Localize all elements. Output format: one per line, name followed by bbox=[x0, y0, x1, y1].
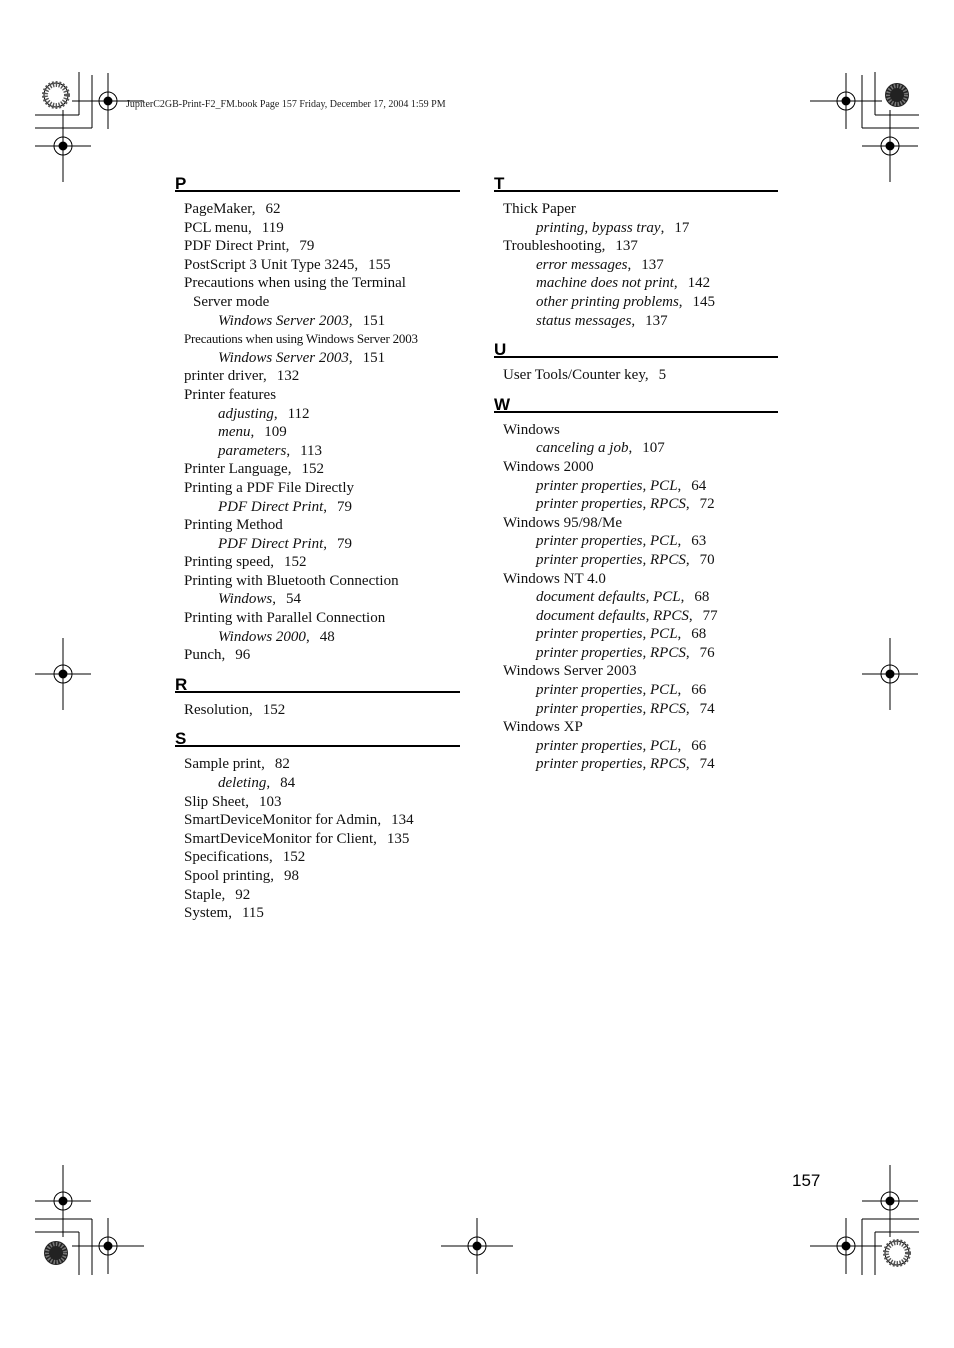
index-subentry: error messages, 137 bbox=[536, 256, 664, 273]
index-entry: Punch, 96 bbox=[184, 647, 251, 664]
index-entry: Printer features bbox=[184, 386, 277, 403]
index-entry: Resolution, 152 bbox=[184, 701, 286, 718]
index-entry: Sample print, 82 bbox=[184, 756, 290, 773]
section-letter: W bbox=[494, 391, 778, 413]
index-subentry: printer properties, RPCS, 74 bbox=[536, 700, 715, 717]
index-entry-continuation: Server mode bbox=[193, 293, 270, 310]
index-subentry: machine does not print, 142 bbox=[536, 275, 711, 292]
index-entry: Printing with Parallel Connection bbox=[184, 610, 386, 627]
index-subentry: printing, bypass tray, 17 bbox=[536, 219, 690, 236]
section-letter: R bbox=[175, 671, 460, 693]
index-entry: PDF Direct Print, 79 bbox=[184, 238, 315, 255]
index-entry: PageMaker, 62 bbox=[184, 201, 281, 217]
index-subentry: printer properties, RPCS, 72 bbox=[536, 496, 715, 513]
index-subentry: printer properties, RPCS, 74 bbox=[536, 756, 715, 773]
index-subentry: printer properties, RPCS, 70 bbox=[536, 551, 715, 568]
index-entry: Slip Sheet, 103 bbox=[184, 793, 282, 810]
index-entry: Printing a PDF File Directly bbox=[184, 479, 354, 496]
index-subentry: adjusting, 112 bbox=[218, 405, 310, 422]
index-entry: System, 115 bbox=[184, 905, 264, 922]
index-section-w bbox=[494, 391, 778, 774]
index-entry: Windows 95/98/Me bbox=[503, 514, 622, 531]
index-subentry: printer properties, PCL, 68 bbox=[536, 626, 707, 643]
index-section-r bbox=[175, 671, 460, 720]
index-entry: Thick Paper bbox=[503, 201, 576, 217]
index-column-right bbox=[494, 170, 778, 780]
index-subentry: PDF Direct Print, 79 bbox=[218, 535, 353, 552]
index-entry: Printing Method bbox=[184, 517, 283, 534]
index-subentry: parameters, 113 bbox=[218, 442, 323, 459]
index-subentry: printer properties, PCL, 63 bbox=[536, 533, 707, 550]
index-entry: Precautions when using the Terminal bbox=[184, 275, 406, 292]
book-slug: JupiterC2GB-Print-F2_FM.book Page 157 Friday, December 17, 2004 1:59 PM bbox=[126, 99, 446, 110]
index-subentry: printer properties, PCL, 66 bbox=[536, 682, 707, 699]
index-subentry: menu, 109 bbox=[218, 424, 287, 441]
index-entry: Windows bbox=[503, 421, 560, 438]
index-subentry: document defaults, RPCS, 77 bbox=[536, 607, 718, 624]
index-subentry: other printing problems, 145 bbox=[536, 293, 716, 310]
section-letter: T bbox=[494, 170, 778, 192]
index-entry: Windows XP bbox=[503, 719, 583, 736]
index-entry: printer driver, 132 bbox=[184, 368, 300, 385]
index-entry: Windows 2000 bbox=[503, 458, 594, 475]
index-entry: PCL menu, 119 bbox=[184, 219, 284, 236]
index-subentry: PDF Direct Print, 79 bbox=[218, 498, 353, 515]
index-entry: Printer Language, 152 bbox=[184, 461, 324, 478]
index-entry: Printing with Bluetooth Connection bbox=[184, 572, 399, 589]
index-entry: Staple, 92 bbox=[184, 886, 251, 903]
index-section-u bbox=[494, 336, 778, 385]
index-subentry: canceling a job, 107 bbox=[536, 440, 665, 457]
index-entry: SmartDeviceMonitor for Admin, 134 bbox=[184, 812, 414, 829]
index-section-p bbox=[175, 170, 460, 665]
index-entry: PostScript 3 Unit Type 3245, 155 bbox=[184, 256, 391, 273]
index-subentry: printer properties, PCL, 64 bbox=[536, 477, 707, 494]
index-entry: Troubleshooting, 137 bbox=[503, 238, 638, 255]
index-column-left bbox=[175, 170, 460, 929]
index-entry: Printing speed, 152 bbox=[184, 554, 307, 571]
index-entry: Precautions when using Windows Server 2003 bbox=[184, 331, 418, 347]
page-number: 157 bbox=[792, 1171, 821, 1190]
index-subentry: status messages, 137 bbox=[536, 312, 668, 329]
index-subentry: Windows Server 2003, 151 bbox=[218, 349, 386, 366]
index-subentry: printer properties, PCL, 66 bbox=[536, 737, 707, 754]
section-letter: P bbox=[175, 170, 460, 192]
index-subentry: deleting, 84 bbox=[218, 775, 296, 792]
index-section-s bbox=[175, 725, 460, 922]
index-subentry: Windows Server 2003, 151 bbox=[218, 312, 386, 329]
section-letter: U bbox=[494, 336, 778, 358]
index-entry: Specifications, 152 bbox=[184, 849, 306, 866]
index-subentry: printer properties, RPCS, 76 bbox=[536, 644, 715, 661]
index-subentry: Windows, 54 bbox=[218, 591, 301, 608]
index-entry: SmartDeviceMonitor for Client, 135 bbox=[184, 830, 410, 847]
index-subentry: document defaults, PCL, 68 bbox=[536, 589, 710, 606]
index-entry: Windows Server 2003 bbox=[503, 663, 637, 680]
index-entry: Spool printing, 98 bbox=[184, 868, 300, 884]
index-subentry: Windows 2000, 48 bbox=[218, 628, 335, 645]
section-letter: S bbox=[175, 725, 460, 747]
index-entry: Windows NT 4.0 bbox=[503, 570, 606, 587]
index-section-t bbox=[494, 170, 778, 330]
index-entry: User Tools/Counter key, 5 bbox=[503, 367, 667, 384]
